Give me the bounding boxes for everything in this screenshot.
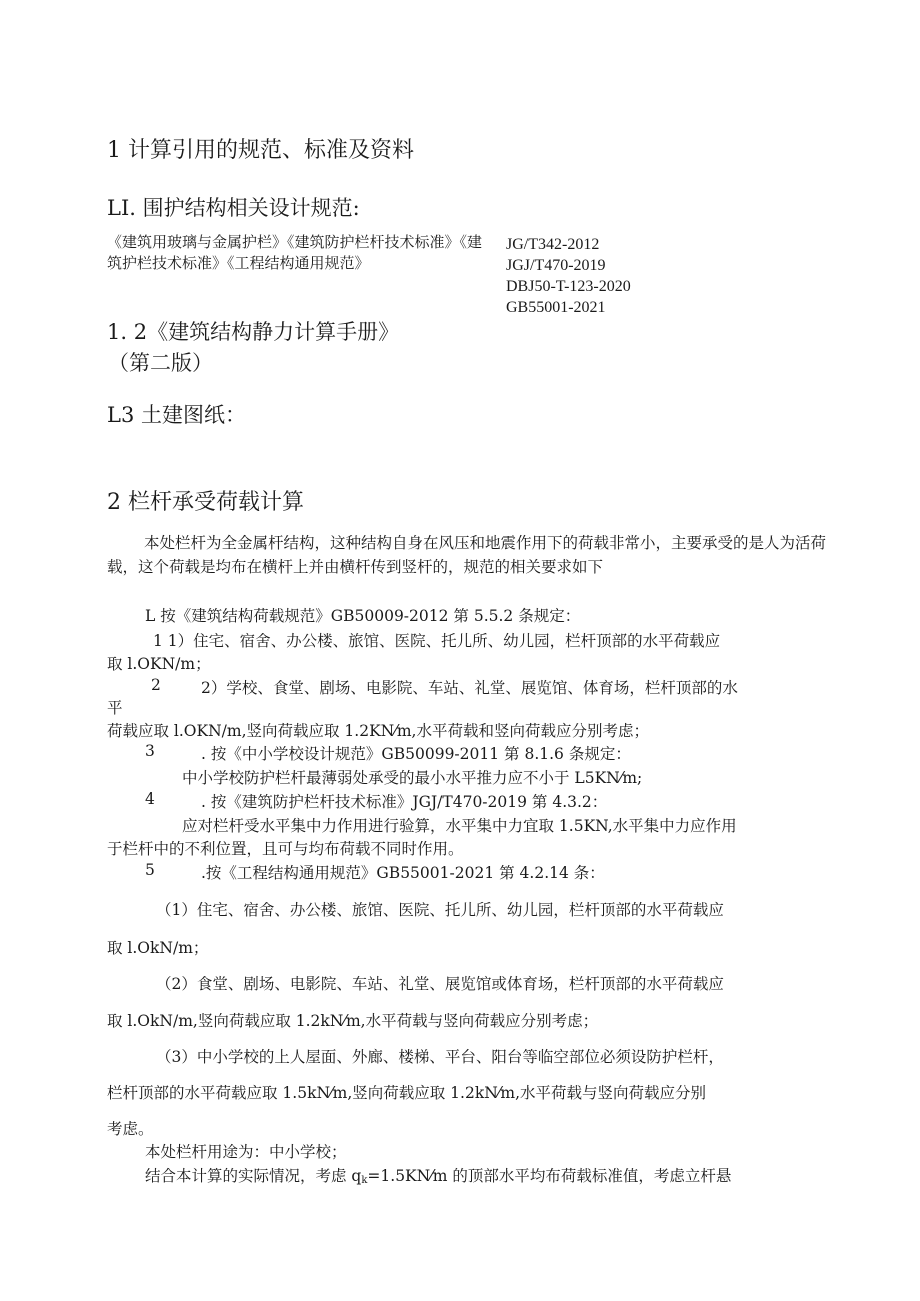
section-1-title: 1 计算引用的规范、标准及资料 [107, 138, 414, 163]
clause-3-line-a: （3）中小学校的上人屋面、外廊、楼梯、平台、阳台等临空部位必须设防护栏杆， [156, 1048, 724, 1066]
item-2-line-c: 荷载应取 l.OKN/m,竖向荷载应取 1.2KN⁄m,水平荷载和竖向荷载应分别考虑； [107, 722, 649, 740]
section-1-1-title: LI. 围护结构相关设计规范: [107, 196, 360, 220]
clause-3-line-c: 考虑。 [107, 1120, 154, 1138]
item-4-line-a: . 按《建筑防护栏杆技术标准》JGJ/T470-2019 第 4.3.2： [201, 793, 608, 811]
usage-line: 本处栏杆用途为：中小学校； [145, 1143, 347, 1161]
item-5-number: 5 [145, 861, 155, 879]
code-4: GB55001-2021 [506, 299, 606, 316]
section-2-title: 2 栏杆承受荷载计算 [107, 490, 304, 515]
clause-1-line-a: （1）住宅、宿舍、办公楼、旅馆、医院、托儿所、幼儿园，栏杆顶部的水平荷载应 [156, 901, 724, 919]
standard-codes [506, 234, 631, 318]
item-3-number: 3 [145, 742, 155, 760]
item-2-number: 2 [151, 676, 161, 694]
final-line [145, 1164, 731, 1186]
item-2-line-b: 平 [107, 699, 123, 717]
clause-2-line-a: （2）食堂、剧场、电影院、车站、礼堂、展览馆或体育场，栏杆顶部的水平荷载应 [156, 975, 724, 993]
item-l: L 按《建筑结构荷载规范》GB50009-2012 第 5.5.2 条规定： [145, 607, 581, 625]
section-1-2-title: 1. 2《建筑结构静力计算手册》 [107, 320, 400, 344]
item-4-number: 4 [145, 790, 155, 808]
reference-list: 《建筑用玻璃与金属护栏》《建筑防护栏杆技术标准》《建筑护栏技术标准》《工程结构通用规范》 [107, 233, 483, 272]
final-line-pre: 结合本计算的实际情况，考虑 q [145, 1167, 362, 1185]
item-4-line-c: 于栏杆中的不利位置，且可与均布荷载不同时作用。 [107, 840, 464, 858]
code-3: DBJ50-T-123-2020 [506, 278, 631, 295]
clause-2-line-b: 取 l.OkN/m,竖向荷载应取 1.2kN⁄m,水平荷载与竖向荷载应分别考虑； [107, 1012, 599, 1030]
item-1-line-b: 取 l.OKN/m； [107, 655, 211, 673]
section-1-3-title: L3 土建图纸： [107, 403, 246, 427]
final-line-post: =1.5KN⁄m 的顶部水平均布荷载标准值，考虑立杆悬 [367, 1167, 732, 1185]
code-2: JGJ/T470-2019 [506, 257, 606, 274]
clause-1-line-b: 取 l.OkN/m； [107, 939, 209, 957]
item-3-line-a: . 按《中小学校设计规范》GB50099-2011 第 8.1.6 条规定： [201, 745, 631, 763]
code-1: JG/T342-2012 [506, 236, 600, 253]
intro-paragraph: 本处栏杆为全金属杆结构，这种结构自身在风压和地震作用下的荷载非常小，主要承受的是人为活荷载，这个荷载是均布在横杆上并由横杆传到竖杆的，规范的相关要求如下 [107, 534, 827, 576]
item-1-line-a: 1 1）住宅、宿舍、办公楼、旅馆、医院、托儿所、幼儿园，栏杆顶部的水平荷载应 [153, 632, 721, 650]
section-1-2-subtitle: （第二版） [108, 351, 213, 375]
final-line-subscript: k [361, 1175, 368, 1186]
item-5-line-a: .按《工程结构通用规范》GB55001-2021 第 4.2.14 条： [201, 864, 605, 882]
clause-3-line-b: 栏杆顶部的水平荷载应取 1.5kN⁄m,竖向荷载应取 1.2kN⁄m,水平荷载与竖向荷载应分别 [107, 1084, 706, 1102]
item-3-line-b: 中小学校防护栏杆最薄弱处承受的最小水平推力应不小于 L5KN⁄m; [182, 769, 643, 787]
item-4-line-b: 应对栏杆受水平集中力作用进行验算，水平集中力宜取 1.5KN,水平集中力应作用 [182, 817, 737, 835]
item-2-line-a: 2）学校、食堂、剧场、电影院、车站、礼堂、展览馆、体育场，栏杆顶部的水 [201, 679, 738, 697]
